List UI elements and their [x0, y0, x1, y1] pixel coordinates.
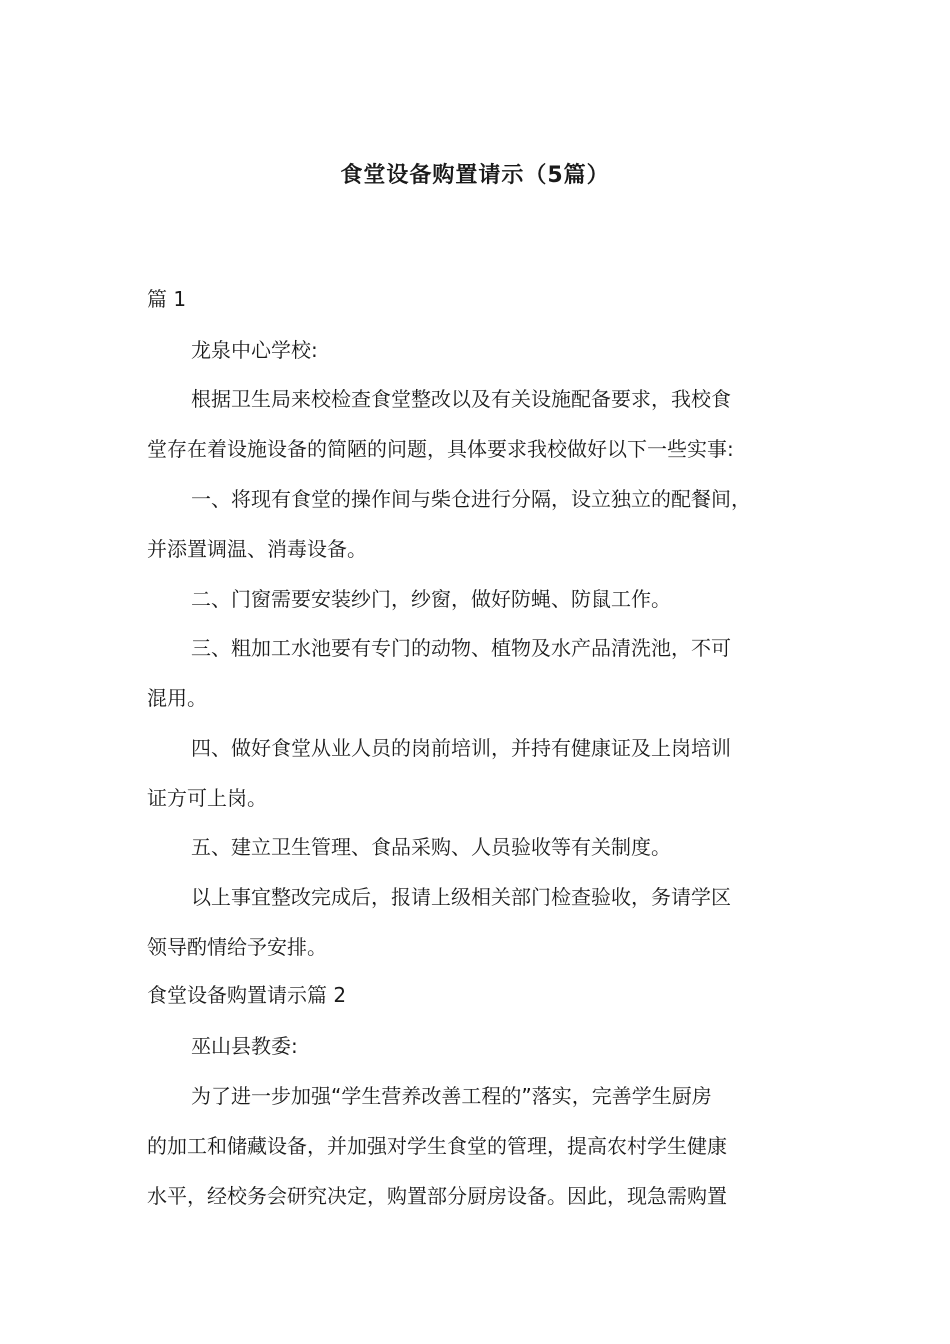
- paragraph-line: 以上事宜整改完成后，报请上级相关部门检查验收，务请学区: [191, 885, 731, 909]
- paragraph-line: 根据卫生局来校检查食堂整改以及有关设施配备要求，我校食: [191, 387, 731, 411]
- paragraph-line: 并添置调温、消毒设备。: [147, 537, 367, 561]
- paragraph-line: 水平，经校务会研究决定，购置部分厨房设备。因此，现急需购置: [147, 1184, 727, 1208]
- paragraph-line: 二、门窗需要安装纱门，纱窗，做好防蝇、防鼠工作。: [191, 587, 671, 611]
- addressee-line: 巫山县教委:: [191, 1034, 298, 1058]
- paragraph-line: 的加工和储藏设备，并加强对学生食堂的管理，提高农村学生健康: [147, 1134, 727, 1158]
- section-heading-1: 篇 1: [147, 287, 187, 311]
- paragraph-line: 一、将现有食堂的操作间与柴仓进行分隔，设立独立的配餐间，: [191, 487, 751, 511]
- paragraph-line: 领导酌情给予安排。: [147, 935, 327, 959]
- paragraph-line: 证方可上岗。: [147, 786, 267, 810]
- paragraph-line: 混用。: [147, 686, 207, 710]
- paragraph-line: 四、做好食堂从业人员的岗前培训，并持有健康证及上岗培训: [191, 736, 731, 760]
- document-title: 食堂设备购置请示（5篇）: [340, 163, 610, 188]
- paragraph-line: 堂存在着设施设备的简陋的问题，具体要求我校做好以下一些实事:: [147, 437, 734, 461]
- section-heading-2: 食堂设备购置请示篇 2: [147, 983, 347, 1007]
- paragraph-line: 为了进一步加强“学生营养改善工程的”落实，完善学生厨房: [191, 1084, 712, 1108]
- paragraph-line: 五、建立卫生管理、食品采购、人员验收等有关制度。: [191, 835, 671, 859]
- paragraph-line: 三、粗加工水池要有专门的动物、植物及水产品清洗池，不可: [191, 636, 731, 660]
- addressee-line: 龙泉中心学校:: [191, 338, 318, 362]
